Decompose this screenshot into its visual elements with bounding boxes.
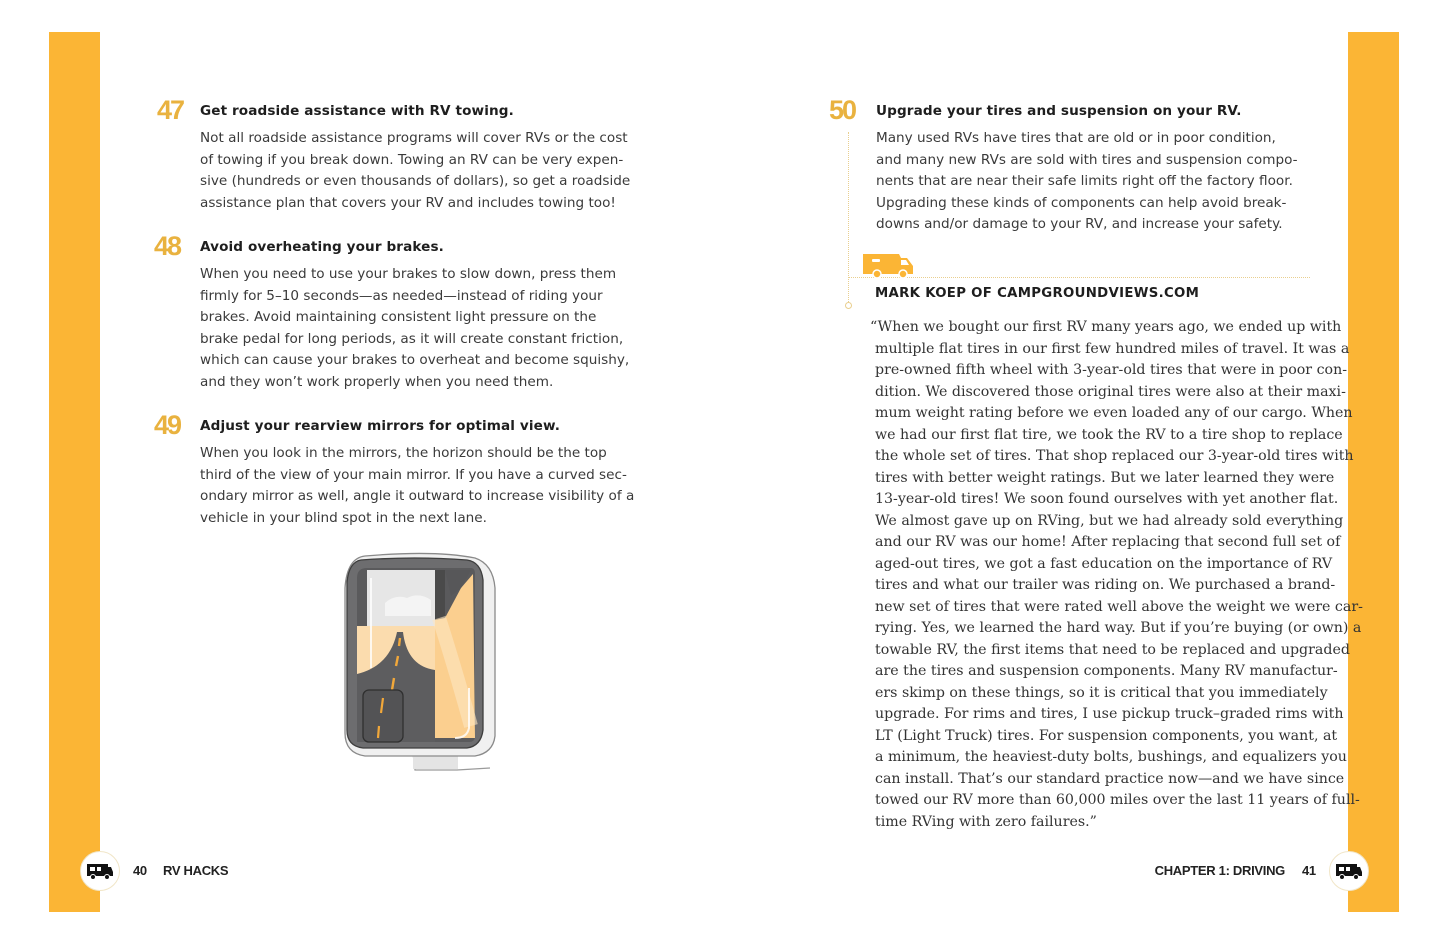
quote-line: tires with better weight ratings. But we later learned they were bbox=[875, 469, 1335, 486]
quote-author: MARK KOEP OF CAMPGROUNDVIEWS.COM bbox=[875, 286, 1200, 301]
quote-line: LT (Light Truck) tires. For suspension components, you want, at bbox=[875, 727, 1338, 744]
tip-title: Get roadside assistance with RV towing. bbox=[200, 103, 514, 119]
quote-line: are the tires and suspension components. Many RV manufactur- bbox=[875, 663, 1338, 679]
footer-badge-right bbox=[1329, 851, 1369, 891]
quote-line: pre-owned fifth wheel with 3-year-old tires that were in poor con- bbox=[875, 362, 1348, 378]
tip-body-line: assistance plan that covers your RV and includes towing too! bbox=[200, 194, 616, 211]
tip-title: Adjust your rearview mirrors for optimal view. bbox=[200, 418, 560, 434]
tip-body-line: brakes. Avoid maintaining consistent light pressure on the bbox=[200, 309, 597, 325]
tip-body-line: When you need to use your brakes to slow down, press them bbox=[200, 266, 617, 282]
tip-body-line: sive (hundreds or even thousands of dollars), so get a roadside bbox=[200, 173, 631, 189]
tip-body-line: Many used RVs have tires that are old or in poor condition, bbox=[876, 130, 1276, 146]
quote-line: can install. That’s our standard practice now—and we have since bbox=[875, 770, 1345, 787]
tip-title: Avoid overheating your brakes. bbox=[200, 239, 444, 255]
tip-body-line: and they won’t work properly when you need them. bbox=[200, 373, 554, 390]
quote-line: time RVing with zero failures.” bbox=[875, 813, 1097, 830]
quote-line: towable RV, the first items that need to be replaced and upgraded bbox=[875, 641, 1350, 658]
quote-line: and our RV was our home! After replacing that second full set of bbox=[875, 534, 1341, 550]
tip-body-line: firmly for 5–10 seconds—as needed—instead of riding your bbox=[200, 287, 603, 304]
tip-body-line: Not all roadside assistance programs will cover RVs or the cost bbox=[200, 130, 628, 146]
rv-icon bbox=[86, 862, 114, 880]
tip-number: 49 bbox=[154, 410, 181, 440]
quote-line: We almost gave up on RVing, but we had already sold everything bbox=[875, 512, 1344, 529]
tip-body-line: Upgrading these kinds of components can help avoid break- bbox=[876, 194, 1287, 211]
tip-body-line: ondary mirror as well, angle it outward to increase visibility of a bbox=[200, 488, 635, 504]
quote-line: tires and what our trailer was riding on. We purchased a brand- bbox=[875, 577, 1336, 593]
quote-line: 13-year-old tires! We soon found ourselves with yet another flat. bbox=[875, 491, 1339, 507]
chapter-title: CHAPTER 1: DRIVING bbox=[1154, 863, 1285, 878]
book-title: RV HACKS bbox=[163, 863, 229, 878]
tip-body-line: vehicle in your blind spot in the next lane. bbox=[200, 509, 487, 526]
tip-body bbox=[200, 264, 629, 393]
quote-line: ers skimp on these things, so it is critical that you immediately bbox=[875, 684, 1328, 701]
tip-body-line: third of the view of your main mirror. If you have a curved sec- bbox=[200, 466, 627, 483]
tip-number: 48 bbox=[154, 231, 181, 261]
quote-line: new set of tires that were rated well above the weight we were car- bbox=[875, 598, 1363, 615]
tip-body-line: of towing if you break down. Towing an RV can be very expen- bbox=[200, 151, 624, 168]
tip-body bbox=[200, 128, 630, 214]
quote-line: multiple flat tires in our first few hundred miles of travel. It was a bbox=[875, 340, 1350, 357]
quote-line: towed our RV more than 60,000 miles over the last 11 years of full- bbox=[875, 792, 1360, 808]
dotted-horizontal-rule bbox=[848, 277, 1310, 278]
tip-body-line: brake pedal for long periods, as it will create constant friction, bbox=[200, 330, 624, 347]
left-accent-bar bbox=[49, 32, 100, 912]
quote-line: “When we bought our first RV many years ago, we ended up with bbox=[870, 319, 1342, 335]
page-number-left: 40 bbox=[133, 863, 147, 878]
tip-body bbox=[200, 443, 634, 529]
page-number-right: 41 bbox=[1302, 863, 1316, 878]
quote-line: upgrade. For rims and tires, I use pickup truck–graded rims with bbox=[875, 706, 1344, 722]
footer-badge-left bbox=[80, 851, 120, 891]
tip-body bbox=[876, 128, 1298, 236]
quote-line: the whole set of tires. That shop replaced our 3-year-old tires with bbox=[875, 448, 1354, 464]
tip-body-line: When you look in the mirrors, the horizon should be the top bbox=[200, 445, 607, 461]
tip-number: 50 bbox=[829, 95, 856, 125]
quote-line: rying. Yes, we learned the hard way. But if you’re buying (or own) a bbox=[875, 620, 1362, 636]
quote-line: mum weight rating before we even loaded any of our cargo. When bbox=[875, 405, 1353, 421]
dotted-rule-end bbox=[845, 302, 852, 309]
tip-body-line: and many new RVs are sold with tires and suspension compo- bbox=[876, 151, 1298, 168]
quote-line: dition. We discovered those original tires were also at their maxi- bbox=[875, 383, 1346, 400]
rv-icon bbox=[1335, 862, 1363, 880]
side-mirror-illustration bbox=[335, 548, 505, 773]
tip-number: 47 bbox=[157, 95, 184, 125]
tip-title: Upgrade your tires and suspension on your RV. bbox=[876, 103, 1242, 119]
dotted-vertical-rule bbox=[848, 132, 849, 304]
quote-line: aged-out tires, we got a fast education on the importance of RV bbox=[875, 555, 1333, 572]
quote-line: a minimum, the heaviest-duty bolts, bushings, and equalizers you bbox=[875, 749, 1347, 765]
quote-line: we had our first flat tire, we took the RV to a tire shop to replace bbox=[875, 426, 1343, 443]
rv-icon bbox=[863, 254, 915, 278]
tip-body-line: nents that are near their safe limits right off the factory floor. bbox=[876, 173, 1293, 189]
tip-body-line: which can cause your brakes to overheat and become squishy, bbox=[200, 352, 630, 368]
tip-body-line: downs and/or damage to your RV, and increase your safety. bbox=[876, 216, 1283, 232]
quote-body bbox=[870, 317, 1363, 833]
